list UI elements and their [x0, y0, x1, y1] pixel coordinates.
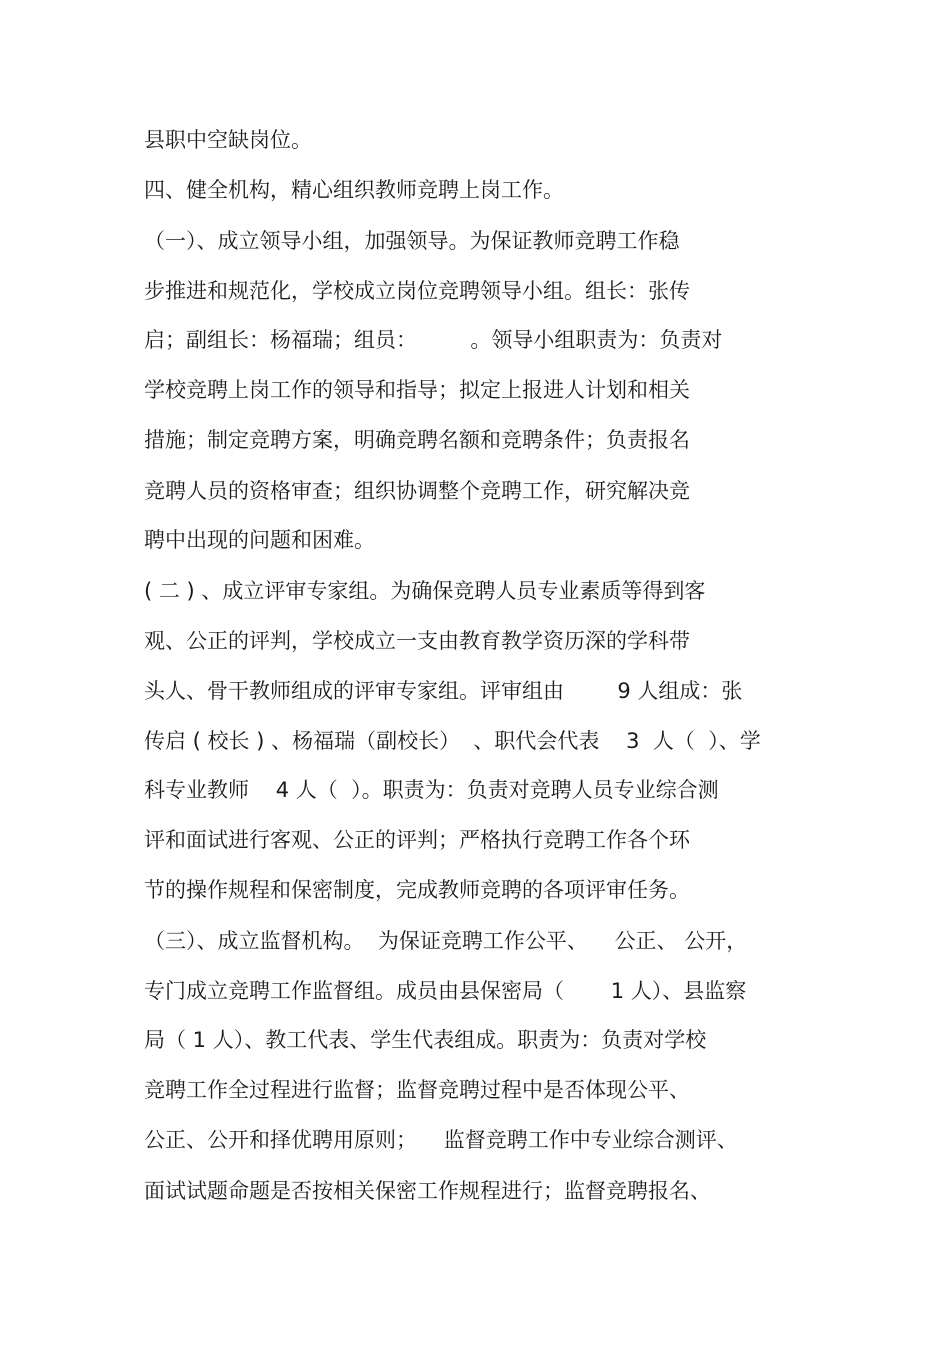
text-line: 局（ 1 人）、教工代表、学生代表组成。职责为：负责对学校 [144, 1028, 707, 1052]
text-line: ( 二 ) 、成立评审专家组。为确保竞聘人员专业素质等得到客 [144, 579, 706, 603]
text-line: 头人、骨干教师组成的评审专家组。评审组由 9 人组成：张 [144, 679, 743, 703]
text-line: 公正、公开和择优聘用原则； 监督竞聘工作中专业综合测评、 [144, 1128, 738, 1152]
text-line: 竞聘工作全过程进行监督；监督竞聘过程中是否体现公平、 [144, 1078, 690, 1102]
text-line: 科专业教师 4 人（ ）。职责为：负责对竞聘人员专业综合测 [144, 778, 719, 802]
text-line: 学校竞聘上岗工作的领导和指导；拟定上报进人计划和相关 [144, 378, 690, 402]
text-line: 节的操作规程和保密制度，完成教师竞聘的各项评审任务。 [144, 878, 690, 902]
text-line: 启；副组长：杨福瑞；组员： 。领导小组职责为：负责对 [144, 328, 723, 352]
text-line: 面试试题命题是否按相关保密工作规程进行；监督竞聘报名、 [144, 1179, 711, 1203]
text-line: 竞聘人员的资格审查；组织协调整个竞聘工作，研究解决竞 [144, 479, 690, 503]
text-line: （三）、成立监督机构。 为保证竞聘工作公平、 公正、 公开， [144, 929, 748, 953]
text-line: 措施；制定竞聘方案，明确竞聘名额和竞聘条件；负责报名 [144, 428, 690, 452]
text-line: 传启 ( 校长 ) 、杨福瑞（副校长） 、职代会代表 3 人（ ）、学 [144, 729, 761, 753]
text-line: 专门成立竞聘工作监督组。成员由县保密局（ 1 人）、县监察 [144, 979, 747, 1003]
section-heading: 四、健全机构，精心组织教师竞聘上岗工作。 [144, 178, 564, 202]
text-line: 评和面试进行客观、公正的评判；严格执行竞聘工作各个环 [144, 828, 690, 852]
text-line: 聘中出现的问题和困难。 [144, 528, 375, 552]
text-line: 县职中空缺岗位。 [144, 128, 312, 152]
text-line: 观、公正的评判，学校成立一支由教育教学资历深的学科带 [144, 629, 690, 653]
text-line: 步推进和规范化，学校成立岗位竞聘领导小组。组长：张传 [144, 279, 690, 303]
text-line: （一）、成立领导小组，加强领导。为保证教师竞聘工作稳 [144, 229, 680, 253]
